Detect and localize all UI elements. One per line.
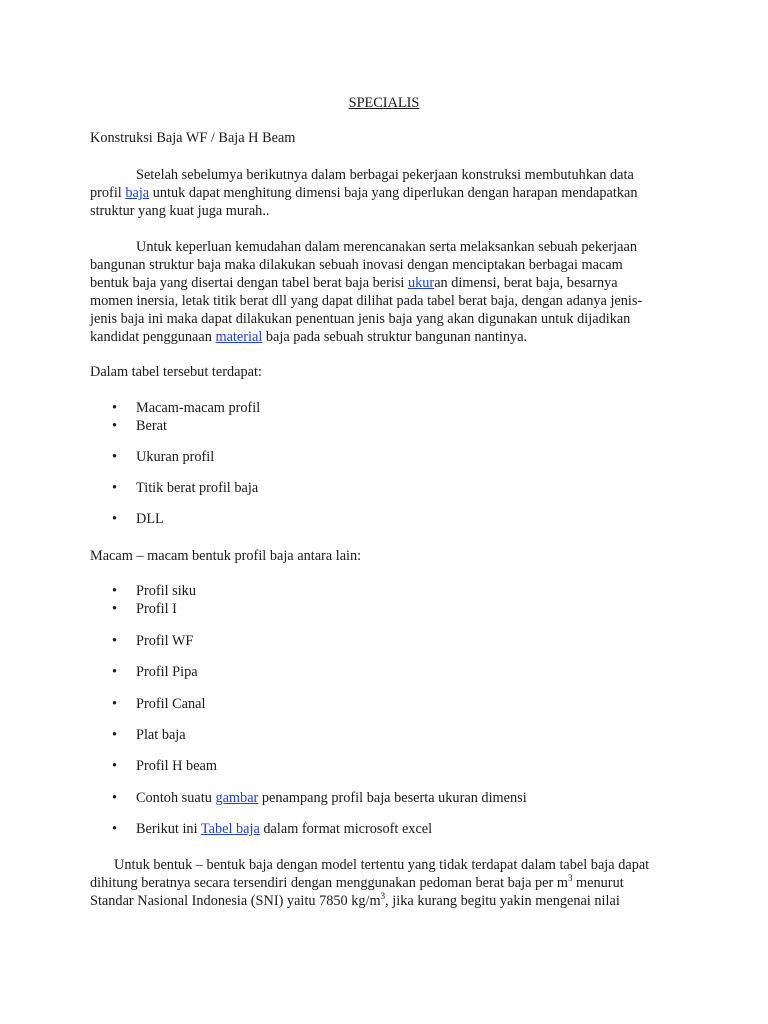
bullet-icon: • (112, 418, 118, 434)
link-material[interactable]: material (215, 329, 263, 345)
para2-line3-pre: bentuk baja yang disertai dengan tabel berat baja berisi (90, 275, 408, 291)
bullet-icon: • (112, 696, 118, 712)
list-item: Macam-macam profil (136, 400, 261, 416)
para1-line3: struktur yang kuat juga murah.. (90, 203, 270, 219)
document-title: SPECIALIS (348, 95, 420, 111)
list-item-post: dalam format microsoft excel (259, 821, 433, 837)
para2-line6 (90, 328, 527, 346)
para2-line5: jenis baja ini maka dapat dilakukan penentuan jenis baja yang akan digunakan untuk dijadikan (90, 311, 631, 327)
bullet-icon: • (112, 758, 118, 774)
bullet-icon: • (112, 400, 118, 416)
para1-line2-post: untuk dapat menghitung dimensi baja yang diperlukan dengan harapan mendapatkan (149, 185, 638, 201)
bullet-icon: • (112, 480, 118, 496)
para3-line3-pre: Standar Nasional Indonesia (SNI) yaitu 7850 kg/m (90, 893, 381, 909)
para3-line2-post: menurut (572, 875, 624, 891)
bullet-icon: • (112, 583, 118, 599)
para1-line2-pre: profil (90, 185, 126, 201)
list-item: Plat baja (136, 727, 186, 743)
superscript: 3 (567, 873, 573, 884)
list-item: Berat (136, 418, 167, 434)
list-item: Profil Canal (136, 696, 206, 712)
bullet-icon: • (112, 601, 118, 617)
list-item: Ukuran profil (136, 449, 215, 465)
link-gambar[interactable]: gambar (215, 790, 259, 806)
list-item (136, 820, 432, 838)
list-item (136, 789, 527, 807)
para2-line6-post: baja pada sebuah struktur bangunan nantinya. (262, 329, 528, 345)
bullet-icon: • (112, 633, 118, 649)
para2-line1: Untuk keperluan kemudahan dalam merencanakan serta melaksankan sebuah pekerjaan (136, 239, 637, 255)
bullet-icon: • (112, 790, 118, 806)
document-subtitle: Konstruksi Baja WF / Baja H Beam (90, 130, 296, 146)
list-item: DLL (136, 511, 164, 527)
list-item: Profil WF (136, 633, 194, 649)
link-baja[interactable]: baja (125, 185, 150, 201)
para1-line1: Setelah sebelumya berikutnya dalam berbagai pekerjaan konstruksi membutuhkan data (136, 167, 634, 183)
bullet-icon: • (112, 511, 118, 527)
bullet-icon: • (112, 664, 118, 680)
para3-line3 (90, 892, 620, 910)
para1-line2 (90, 184, 637, 202)
list-item-pre: Berikut ini (136, 821, 201, 837)
link-ukur[interactable]: ukur (407, 275, 435, 291)
list-item-post: penampang profil baja beserta ukuran dimensi (258, 790, 527, 806)
list-item: Titik berat profil baja (136, 480, 259, 496)
list1-intro: Dalam tabel tersebut terdapat: (90, 364, 262, 380)
para3-line3-post: , jika kurang begitu yakin mengenai nilai (385, 893, 620, 909)
para2-line6-pre: kandidat penggunaan (90, 329, 216, 345)
para2-line3 (90, 274, 618, 292)
para2-line2: bangunan struktur baja maka dilakukan sebuah inovasi dengan menciptakan berbagai macam (90, 257, 623, 273)
list-item: Profil Pipa (136, 664, 198, 680)
bullet-icon: • (112, 449, 118, 465)
bullet-icon: • (112, 821, 118, 837)
link-tabel-baja[interactable]: Tabel baja (200, 821, 260, 837)
para3-line2-pre: dihitung beratnya secara tersendiri dengan menggunakan pedoman berat baja per m (90, 875, 568, 891)
para2-line4: momen inersia, letak titik berat dll yang dapat dilihat pada tabel berat baja, dengan adanya jenis- (90, 293, 643, 309)
superscript: 3 (380, 891, 386, 902)
list-item: Profil siku (136, 583, 196, 599)
para3-line2 (90, 874, 624, 892)
para2-line3-post: an dimensi, berat baja, besarnya (434, 275, 618, 291)
para3-line1: Untuk bentuk – bentuk baja dengan model tertentu yang tidak terdapat dalam tabel baja dapat (114, 857, 650, 873)
list-item: Profil H beam (136, 758, 217, 774)
list2-intro: Macam – macam bentuk profil baja antara lain: (90, 548, 362, 564)
list-item-pre: Contoh suatu (136, 790, 216, 806)
bullet-icon: • (112, 727, 118, 743)
list-item: Profil I (136, 601, 177, 617)
